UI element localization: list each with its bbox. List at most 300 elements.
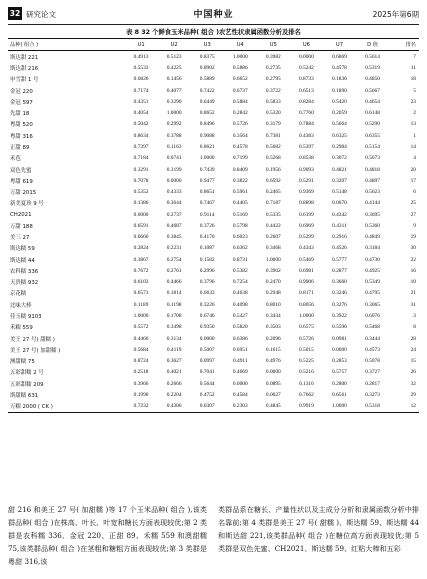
value-cell: 0.5420	[332, 98, 347, 105]
variety-name-cell: 申雪甜 1 号	[10, 77, 39, 84]
value-cell: 0.8898	[298, 200, 314, 207]
variety-name-cell: 斯达糯 44	[10, 257, 35, 264]
value-cell: 0.1814	[166, 290, 182, 297]
variety-name-cell: 新美夏珍 9 号	[10, 201, 44, 208]
value-cell: 0.3226	[199, 301, 215, 308]
value-cell: 13	[410, 121, 416, 128]
variety-name-cell: 万甜 188	[10, 223, 33, 230]
value-cell: 0.9114	[199, 211, 215, 218]
value-cell: 0.7254	[232, 279, 248, 286]
value-cell: 27	[410, 211, 416, 218]
value-cell: 0.0000	[166, 177, 182, 184]
value-cell: 0.9919	[298, 403, 314, 410]
value-cell: 0.4383	[298, 132, 314, 139]
value-cell: 0.3434	[265, 313, 281, 319]
value-cell: 0.4687	[166, 222, 182, 229]
value-cell: 0.2059	[332, 110, 347, 117]
table-row	[8, 119, 419, 130]
value-cell: 0.2666	[166, 380, 182, 387]
column-header: U1	[137, 41, 145, 48]
value-cell: 1.0000	[166, 110, 182, 117]
value-cell: 0.5352	[133, 189, 149, 196]
value-cell: 0.8731	[232, 256, 248, 263]
value-cell: 0.5427	[232, 313, 248, 319]
table-row	[8, 198, 419, 209]
value-cell: 0.7662	[298, 391, 314, 398]
value-cell: 0.4730	[365, 256, 380, 263]
value-cell: 0.5469	[298, 256, 314, 263]
value-cell: 0.3660	[332, 279, 347, 286]
value-cell: 0.3184	[365, 245, 380, 252]
value-cell: 0.7467	[199, 200, 215, 207]
value-cell: 0.4144	[365, 200, 380, 207]
value-cell: 0.7381	[265, 132, 281, 139]
value-cell: 0.8375	[199, 53, 215, 60]
value-cell: 0.5335	[265, 211, 281, 218]
value-cell: 0.1990	[133, 391, 149, 398]
value-cell: 0.3788	[166, 132, 182, 139]
value-cell: 6	[413, 189, 416, 196]
value-cell: 0.9350	[199, 324, 215, 331]
value-cell: 0.5614	[365, 53, 380, 60]
value-cell: 0.2817	[365, 380, 380, 387]
value-cell: 0.1316	[298, 380, 314, 387]
value-cell: 0.2607	[265, 234, 281, 241]
value-cell: 0.4976	[265, 358, 281, 365]
value-cell: 0.0000	[133, 211, 149, 218]
value-cell: 0.8634	[133, 132, 149, 139]
value-cell: 16	[410, 267, 416, 274]
column-header: U4	[236, 41, 244, 48]
value-cell: 0.2465	[265, 189, 281, 196]
value-cell: 0.0670	[332, 200, 347, 207]
value-cell: 0.0307	[199, 403, 215, 410]
variety-name-cell: 斯甜糯 631	[10, 392, 39, 399]
value-cell: 20	[410, 166, 416, 173]
value-cell: 29	[410, 391, 416, 398]
body-text-right-column	[218, 503, 419, 555]
value-cell: 0.5319	[365, 65, 380, 72]
variety-name-cell: CH2021	[10, 211, 32, 218]
column-header: U2	[170, 41, 178, 48]
value-cell: 0.3726	[199, 222, 215, 229]
table-row	[8, 232, 419, 243]
membership-function-table	[8, 38, 419, 413]
value-cell: 0.0741	[166, 155, 182, 162]
value-cell: 0.3922	[332, 313, 347, 319]
value-cell: 0.6076	[365, 313, 380, 319]
table-row	[8, 108, 419, 119]
value-cell: 4	[413, 155, 416, 162]
variety-name-cell: 万糯 2000 ( CK )	[10, 404, 53, 411]
value-cell: 0.8284	[298, 98, 314, 105]
value-cell: 0.6652	[232, 76, 248, 83]
value-cell: 0.5644	[199, 380, 215, 387]
value-cell: 0.1836	[332, 76, 347, 83]
value-cell: 0.6148	[365, 110, 380, 117]
value-cell: 0.2735	[265, 65, 281, 72]
value-cell: 0.2204	[166, 391, 182, 398]
value-cell: 0.5123	[166, 53, 182, 60]
value-cell: 0.7672	[133, 267, 149, 274]
table-header	[8, 39, 419, 51]
value-cell: 0.2824	[133, 245, 149, 252]
value-cell: 1.0000	[232, 53, 248, 60]
value-cell: 0.5667	[365, 87, 380, 94]
value-cell: 0.5242	[298, 65, 314, 72]
value-cell: 0.6561	[332, 391, 347, 398]
value-cell: 0.6633	[199, 290, 215, 297]
value-cell: 0.1163	[166, 144, 182, 151]
value-cell: 0.5015	[298, 346, 314, 353]
value-cell: 3	[413, 313, 416, 319]
header-rule	[8, 24, 419, 25]
value-cell: 0.2231	[166, 245, 182, 252]
value-cell: 0.4466	[166, 279, 182, 286]
value-cell: 0.2761	[166, 267, 182, 274]
value-cell: 26	[410, 369, 416, 376]
value-cell: 0.3199	[166, 166, 182, 173]
table-row	[8, 85, 419, 96]
value-cell: 0.5820	[232, 324, 248, 331]
value-cell: 0.3072	[332, 155, 347, 162]
value-cell: 0.3982	[265, 53, 281, 60]
column-header: 排名	[405, 42, 416, 49]
value-cell: 0.5777	[332, 256, 347, 263]
value-cell: 0.1708	[166, 313, 182, 319]
value-cell: 0.4422	[265, 222, 281, 229]
value-cell: 0.3796	[199, 279, 215, 286]
value-cell: 0.5360	[365, 222, 380, 229]
value-cell: 0.4584	[232, 391, 248, 398]
value-cell: 0.3246	[332, 290, 347, 297]
variety-name-cell: 禾苞	[10, 156, 21, 163]
value-cell: 1.0000	[332, 403, 347, 410]
value-cell: 0.5154	[365, 144, 380, 151]
body-text-left-column	[8, 503, 207, 568]
value-cell: 0.7422	[199, 87, 215, 94]
table-row	[8, 141, 419, 152]
value-cell: 0.4913	[133, 53, 149, 60]
value-cell: 0.3627	[166, 358, 182, 365]
variety-name-cell: 佳玉糯 9103	[10, 314, 42, 320]
value-cell: 0.0000	[199, 335, 215, 342]
value-cell: 0.3867	[133, 256, 149, 263]
column-header: U6	[302, 41, 310, 48]
value-cell: 0.5884	[232, 98, 248, 105]
value-cell: 0.8538	[298, 155, 314, 162]
value-cell: 0.2877	[332, 267, 347, 274]
column-header: D 值	[367, 42, 378, 49]
value-cell: 0.8056	[298, 301, 314, 308]
value-cell: 0.5397	[298, 144, 314, 151]
table-row	[8, 186, 419, 197]
value-cell: 0.4225	[166, 65, 182, 72]
value-cell: 0.4897	[365, 177, 380, 184]
value-cell: 0.3564	[232, 132, 248, 139]
value-cell: 0.1890	[332, 87, 347, 94]
value-cell: 0.5682	[265, 144, 281, 151]
variety-name-cell: 正甜 89	[10, 145, 30, 152]
column-header: U5	[269, 41, 277, 48]
value-cell: 0.4578	[332, 65, 347, 72]
value-cell: 0.6386	[232, 335, 248, 342]
value-cell: 0.9093	[298, 166, 314, 173]
table-row	[8, 355, 419, 366]
table-row	[8, 265, 419, 276]
value-cell: 0.4911	[232, 358, 248, 365]
value-cell: 0.6023	[232, 234, 248, 241]
table-row	[8, 243, 419, 254]
value-cell: 0.4925	[365, 267, 380, 274]
value-cell: 0.5291	[298, 177, 314, 184]
value-cell: 0.9906	[298, 279, 314, 286]
value-cell: 0.5318	[365, 403, 380, 410]
value-cell: 2	[413, 110, 416, 117]
value-cell: 0.4333	[166, 189, 182, 196]
variety-name-cell: 美三 27	[10, 235, 30, 242]
value-cell: 0.4343	[298, 245, 314, 252]
value-cell: 0.6660	[133, 234, 149, 241]
value-cell: 32	[410, 380, 416, 387]
page-number: 32	[9, 9, 21, 18]
value-cell: 0.7174	[133, 87, 149, 94]
value-cell: 0.0997	[199, 358, 215, 365]
value-cell: 0.8409	[232, 166, 248, 173]
value-cell: 0.4306	[166, 403, 182, 410]
value-cell: 11	[410, 65, 416, 72]
value-cell: 0.6575	[298, 324, 314, 331]
value-cell: 0.6355	[365, 132, 380, 139]
value-cell: 0.3179	[265, 121, 281, 128]
value-cell: 0.2795	[265, 76, 281, 83]
variety-name-cell: 天贵糯 932	[10, 280, 39, 287]
value-cell: 0.6449	[199, 98, 215, 105]
variety-name-cell: 比味大棒	[10, 302, 32, 309]
table-caption: 表 8 32 个鲜食玉米品种( 组合 )农艺性状隶属函数分析及排名	[126, 29, 301, 36]
value-cell: 1.0000	[298, 313, 314, 319]
value-cell: 0.5798	[232, 222, 248, 229]
value-cell: 19	[410, 234, 416, 241]
value-cell: 1.0000	[265, 256, 281, 263]
value-cell: 0.5889	[199, 76, 215, 83]
value-cell: 15	[410, 358, 416, 365]
value-cell: 0.9088	[199, 132, 215, 139]
value-cell: 0.1956	[265, 166, 281, 173]
issue-label: 2025年第6期	[372, 10, 419, 19]
value-cell: 0.3207	[332, 177, 347, 184]
variety-name-cell: 金冠 597	[10, 99, 33, 106]
value-cell: 0.5757	[332, 369, 347, 376]
variety-name-cell: 斯达糯 59	[10, 246, 35, 253]
value-cell: 0.5299	[298, 234, 314, 241]
value-cell: 0.5290	[365, 121, 380, 128]
value-cell: 0.4752	[199, 391, 215, 398]
section-label: 研究论文	[26, 10, 56, 19]
value-cell: 21	[410, 290, 416, 297]
value-cell: 12	[410, 403, 416, 410]
value-cell: 0.6826	[133, 76, 149, 83]
value-cell: 0.0027	[265, 391, 281, 398]
value-cell: 0.2754	[166, 256, 182, 263]
value-cell: 0.2996	[199, 267, 215, 274]
value-cell: 0.0000	[332, 346, 347, 353]
value-cell: 0.0981	[332, 335, 347, 342]
value-cell: 0.9477	[199, 177, 215, 184]
value-cell: 18	[410, 76, 416, 83]
value-cell: 0.4526	[332, 245, 347, 252]
value-cell: 17	[410, 177, 416, 184]
value-cell: 0.3503	[265, 324, 281, 331]
variety-name-cell: 农科糯 336	[10, 268, 39, 275]
value-cell: 0.4578	[232, 144, 248, 151]
value-cell: 0.4311	[332, 222, 347, 229]
value-cell: 0.5382	[232, 267, 248, 274]
journal-title: 中国种业	[193, 10, 234, 20]
value-cell: 0.7397	[133, 144, 149, 151]
value-cell: 0.6737	[232, 87, 248, 94]
value-cell: 0.4850	[365, 76, 380, 83]
table-row	[8, 299, 419, 310]
value-cell: 0.4021	[166, 369, 182, 376]
value-cell: 23	[410, 98, 416, 105]
value-cell: 0.2518	[133, 369, 149, 376]
value-cell: 0.8652	[199, 110, 215, 117]
value-cell: 0.5320	[265, 110, 281, 117]
value-cell: 0.4795	[365, 290, 380, 297]
value-cell: 0.3468	[265, 245, 281, 252]
value-cell: 0.6981	[298, 267, 314, 274]
value-cell: 0.5726	[298, 335, 314, 342]
value-cell: 0.5623	[365, 189, 380, 196]
variety-name-cell: 万甜 2015	[10, 190, 37, 197]
value-cell: 0.7232	[133, 403, 149, 410]
value-cell: 0.5007	[199, 346, 215, 353]
value-cell: 1	[413, 132, 416, 139]
value-cell: 0.4638	[232, 290, 248, 297]
column-header: 品种( 组合 )	[10, 42, 39, 49]
value-cell: 0.7041	[199, 369, 215, 376]
variety-name-cell: 先甜 18	[10, 111, 30, 118]
value-cell: 0.2992	[166, 121, 182, 128]
value-cell: 0.2984	[332, 144, 347, 151]
value-cell: 0.0895	[265, 380, 281, 387]
value-cell: 7	[413, 53, 416, 60]
value-cell: 0.4466	[133, 335, 149, 342]
value-cell: 0.0000	[298, 53, 314, 60]
value-cell: 0.2842	[232, 110, 248, 117]
value-cell: 0.5726	[232, 121, 248, 128]
value-cell: 8	[413, 324, 416, 331]
variety-name-cell: 禾糯 559	[10, 325, 33, 332]
value-cell: 0.8724	[133, 358, 149, 365]
value-cell: 14	[410, 144, 416, 151]
value-cell: 0.7187	[265, 200, 281, 207]
value-cell: 0.5684	[133, 346, 149, 353]
variety-name-cell: 美王 27 号( 加甜糯 )	[10, 347, 61, 354]
table-row	[8, 322, 419, 333]
value-cell: 0.4054	[133, 110, 149, 117]
value-cell: 25	[410, 200, 416, 207]
value-cell: 0.5673	[365, 155, 380, 162]
table-header-row	[8, 39, 419, 51]
value-cell: 0.3498	[166, 324, 182, 331]
value-cell: 0.1189	[133, 301, 149, 308]
value-cell: 0.6573	[133, 290, 149, 297]
value-cell: 0.3845	[166, 234, 182, 241]
paragraph: 类群品系在糖长、产量性状以及主成分分析和隶属函数分析中排名靠前;第 4 类群是美王 27 号( 甜糯 )、斯达糯 59、斯达糯 44 和斯达甜 221,该类群品种( 组合 )在糖位高方面表现较优;第 5 类群是双色先蜜、CH2021、斯达糯 59、红粘大棒和五彩	[218, 505, 419, 553]
table-row	[8, 389, 419, 400]
value-cell: 0.8733	[298, 76, 314, 83]
value-cell: 0.6362	[232, 245, 248, 252]
value-cell: 0.6103	[133, 279, 149, 286]
value-cell: 22	[410, 256, 416, 263]
value-cell: 0.2948	[265, 290, 281, 297]
value-cell: 30	[410, 245, 416, 252]
value-cell: 0.8010	[265, 301, 281, 308]
value-cell: 1.0000	[199, 155, 215, 162]
table-row	[8, 378, 419, 389]
table-row	[8, 96, 419, 107]
variety-name-cell: 美王 27 号( 甜糯 )	[10, 336, 55, 343]
value-cell: 0.3727	[365, 369, 380, 376]
value-cell: 0.4342	[332, 211, 347, 218]
value-cell: 0.5042	[133, 121, 149, 128]
value-cell: 0.0000	[232, 380, 248, 387]
value-cell: 0.1582	[199, 256, 215, 263]
value-cell: 0.5225	[298, 358, 314, 365]
value-cell: 0.3444	[365, 335, 380, 342]
value-cell: 0.6325	[332, 132, 347, 139]
value-cell: 0.5268	[265, 155, 281, 162]
value-cell: 0.3822	[232, 177, 248, 184]
table-row	[8, 288, 419, 299]
value-cell: 0.7184	[133, 155, 149, 162]
value-cell: 0.5216	[298, 369, 314, 376]
value-cell: 0.3290	[166, 98, 182, 105]
value-cell: 0.1615	[265, 346, 281, 353]
value-cell: 0.1456	[166, 76, 182, 83]
table-row	[8, 254, 419, 265]
table-row	[8, 153, 419, 164]
value-cell: 0.5148	[332, 189, 347, 196]
paragraph: 甜 216 和美王 27 号( 加甜糯 )等 17 个玉米品种( 组合 ),该类群品种( 组合 )在株高、叶长、叶宽和糖长方面表现较优;第 2 类群是农科糯 336、金冠 220、正甜 89、禾糯 559 和澳甜糯 75,该类群品种( 组合 )在茎粗和糖粗方面表现较优;第 3 类群是粤甜 316,该	[8, 505, 207, 566]
value-cell: 0.2916	[332, 234, 347, 241]
value-cell: 0.3966	[133, 380, 149, 387]
value-cell: 0.6591	[133, 222, 149, 229]
value-cell: 0.8621	[199, 144, 215, 151]
table-row	[8, 344, 419, 355]
table-row	[8, 367, 419, 378]
value-cell: 0.5664	[332, 121, 347, 128]
value-cell: 0.3291	[133, 166, 149, 173]
table-row	[8, 51, 419, 63]
variety-name-cell: 粤甜 619	[10, 178, 33, 185]
value-cell: 0.8496	[199, 121, 215, 128]
value-cell: 0.3273	[365, 391, 380, 398]
table-row	[8, 310, 419, 321]
value-cell: 0.7884	[298, 121, 314, 128]
value-cell: 0.2737	[166, 211, 182, 218]
variety-name-cell: 双色先蜜	[10, 167, 32, 174]
table-row	[8, 277, 419, 288]
value-cell: 0.2303	[232, 403, 248, 410]
table-row	[8, 175, 419, 186]
value-cell: 0.8651	[199, 189, 215, 196]
value-cell: 0.3134	[166, 335, 182, 342]
value-cell: 0.4119	[166, 346, 182, 353]
value-cell: 10	[410, 279, 416, 286]
